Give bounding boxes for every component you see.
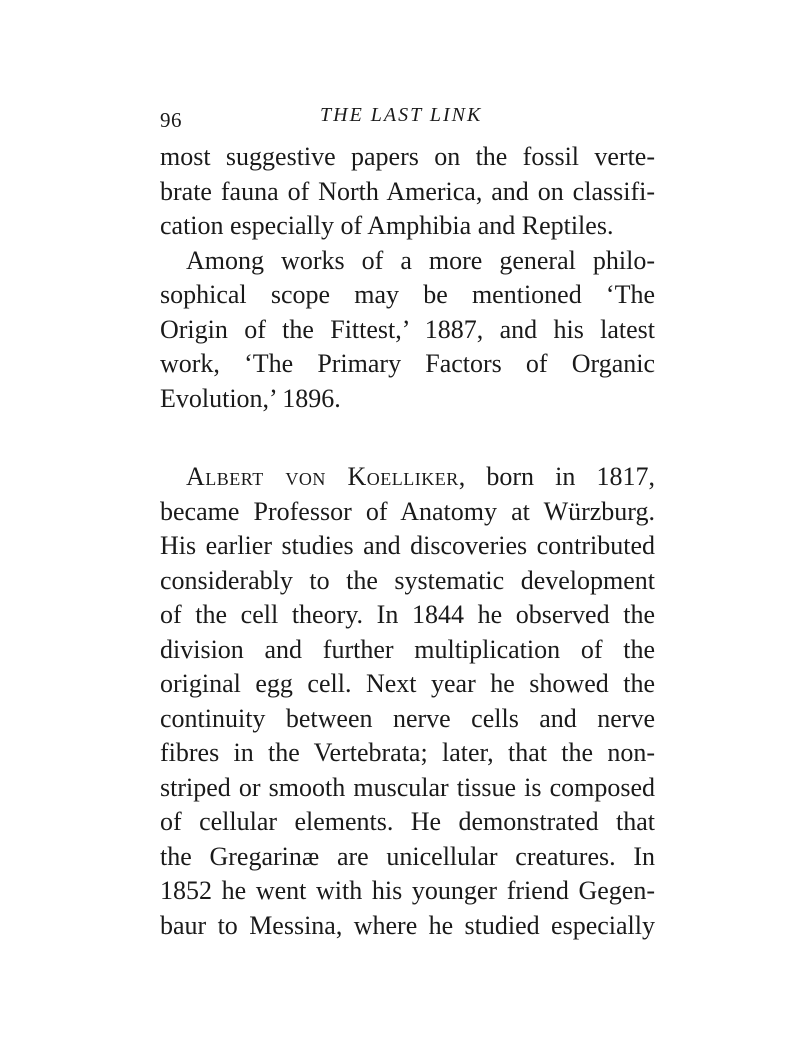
page-number: 96	[160, 108, 182, 132]
text-line: considerably to the systematic development	[160, 565, 655, 595]
text-line: brate fauna of North America, and on classifi-	[160, 176, 655, 206]
text-line: cation especially of Amphibia and Reptiles.	[160, 211, 614, 240]
running-head	[160, 104, 655, 134]
text-line: the Gregarinæ are unicellular creatures. In	[160, 841, 655, 871]
paragraph-works	[160, 244, 655, 417]
entry-name: Albert von Koelliker	[186, 462, 459, 491]
text-line: continuity between nerve cells and nerve	[160, 703, 655, 733]
text-line: 1852 he went with his younger friend Gegen-	[160, 876, 655, 905]
text-line: fibres in the Vertebrata; later, that the non-	[160, 738, 655, 767]
paragraph-continuation	[160, 140, 655, 244]
text-line: striped or smooth muscular tissue is composed	[160, 772, 655, 802]
section-gap	[160, 416, 655, 460]
text-line: His earlier studies and discoveries contributed	[160, 531, 655, 560]
text-line: of cellular elements. He demonstrated that	[160, 807, 655, 836]
text-line: Among works of a more general philo-	[186, 245, 655, 275]
text-line: Evolution,’ 1896.	[160, 383, 341, 413]
text-line: division and further multiplication of the	[160, 634, 655, 664]
text-line: most suggestive papers on the fossil verte-	[160, 142, 655, 171]
text-line: work, ‘The Primary Factors of Organic	[160, 349, 655, 378]
text-line: Origin of the Fittest,’ 1887, and his latest	[160, 314, 655, 344]
body-text	[160, 140, 655, 943]
entry-first-line	[160, 460, 655, 495]
running-title: THE LAST LINK	[320, 104, 483, 126]
text-line: baur to Messina, where he studied especially	[160, 910, 655, 940]
entry-first-line-rest: , born in 1817,	[458, 462, 655, 491]
text-line: of the cell theory. In 1844 he observed the	[160, 600, 655, 629]
text-line: became Professor of Anatomy at Würzburg.	[160, 496, 655, 526]
paragraph-koelliker	[160, 460, 655, 943]
text-line: sophical scope may be mentioned ‘The	[160, 280, 655, 309]
text-line: original egg cell. Next year he showed the	[160, 669, 655, 698]
